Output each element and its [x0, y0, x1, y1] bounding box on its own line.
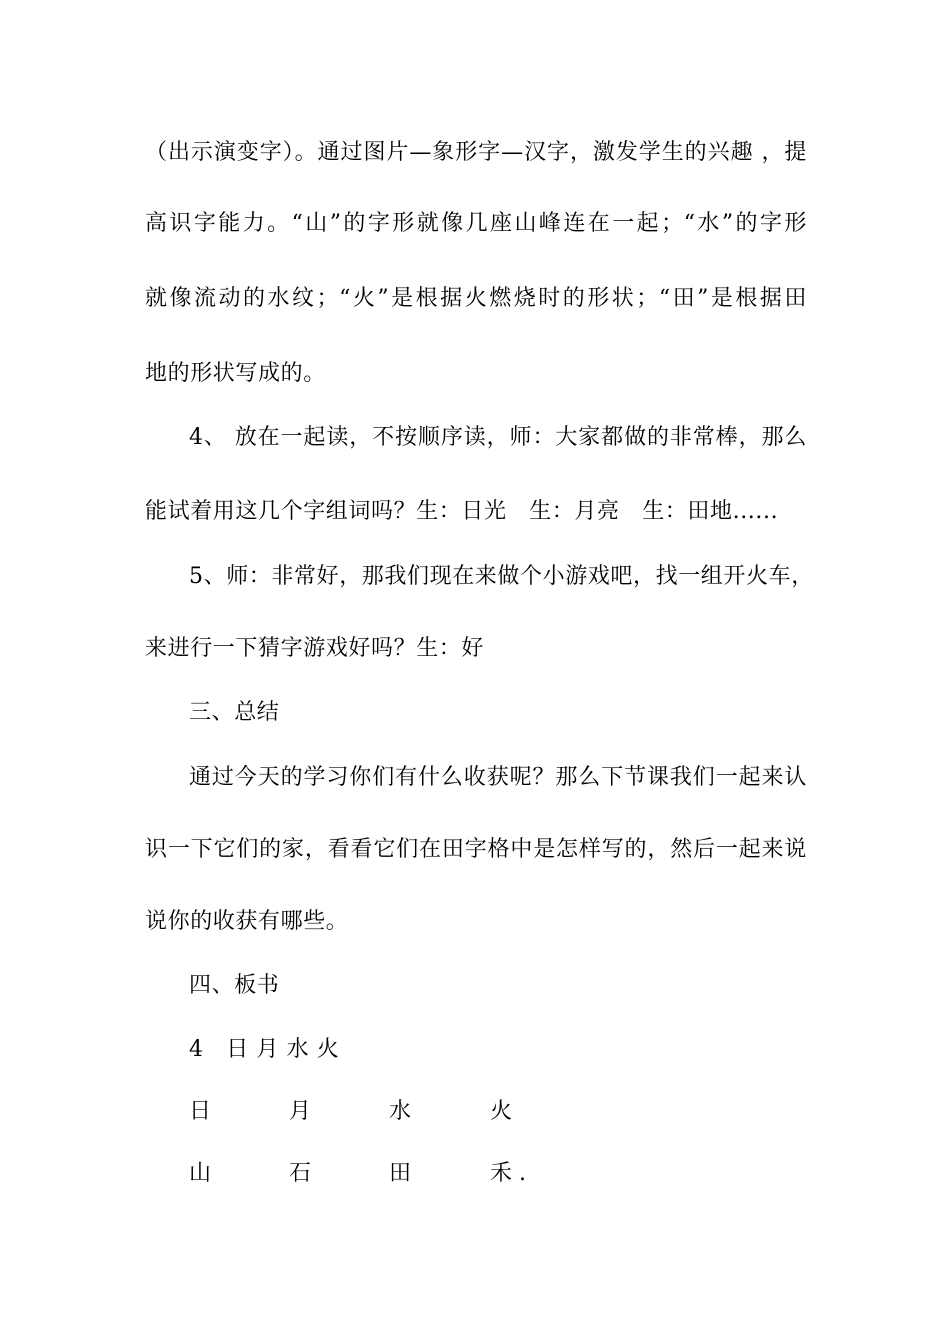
summary-line-1: 通过今天的学习你们有什么收获呢？那么下节课我们一起来认 [189, 765, 807, 790]
step-5-line-2: 来进行一下猜字游戏好吗？生：好 [145, 636, 485, 661]
board-cell-r1c3: 水 [389, 1099, 412, 1124]
step-4-line-2: 能试着用这几个字组词吗？生：日光 生：月亮 生：田地...... [145, 499, 779, 524]
board-cell-r2c3: 田 [389, 1161, 412, 1186]
section-heading-summary: 三、总结 [189, 700, 280, 725]
paragraph-line-4: 地的形状写成的。 [145, 361, 326, 386]
paragraph-line-1: （出示演变字）。通过图片—象形字—汉字，激发学生的兴趣 ，提 [145, 140, 807, 165]
summary-line-2: 识一下它们的家，看看它们在田字格中是怎样写的，然后一起来说 [145, 837, 807, 862]
board-cell-r2c4: 禾 . [490, 1161, 526, 1186]
board-cell-r1c2: 月 [289, 1099, 312, 1124]
board-cell-r2c1: 山 [189, 1161, 212, 1186]
step-4-line-1: 4、 放在一起读，不按顺序读，师：大家都做的非常棒，那么 [189, 425, 807, 450]
board-title-line: 4 日 月 水 火 [189, 1037, 340, 1062]
board-cell-r1c1: 日 [189, 1099, 212, 1124]
board-cell-r1c4: 火 [490, 1099, 513, 1124]
summary-line-3: 说你的收获有哪些。 [145, 909, 349, 934]
board-cell-r2c2: 石 [289, 1161, 312, 1186]
section-heading-board: 四、板书 [189, 973, 280, 998]
paragraph-line-2: 高识字能力。“山”的字形就像几座山峰连在一起；“水”的字形 [145, 211, 807, 236]
paragraph-line-3: 就像流动的水纹；“火”是根据火燃烧时的形状；“田”是根据田 [145, 286, 807, 311]
step-5-line-1: 5、师：非常好，那我们现在来做个小游戏吧，找一组开火车， [189, 564, 814, 589]
